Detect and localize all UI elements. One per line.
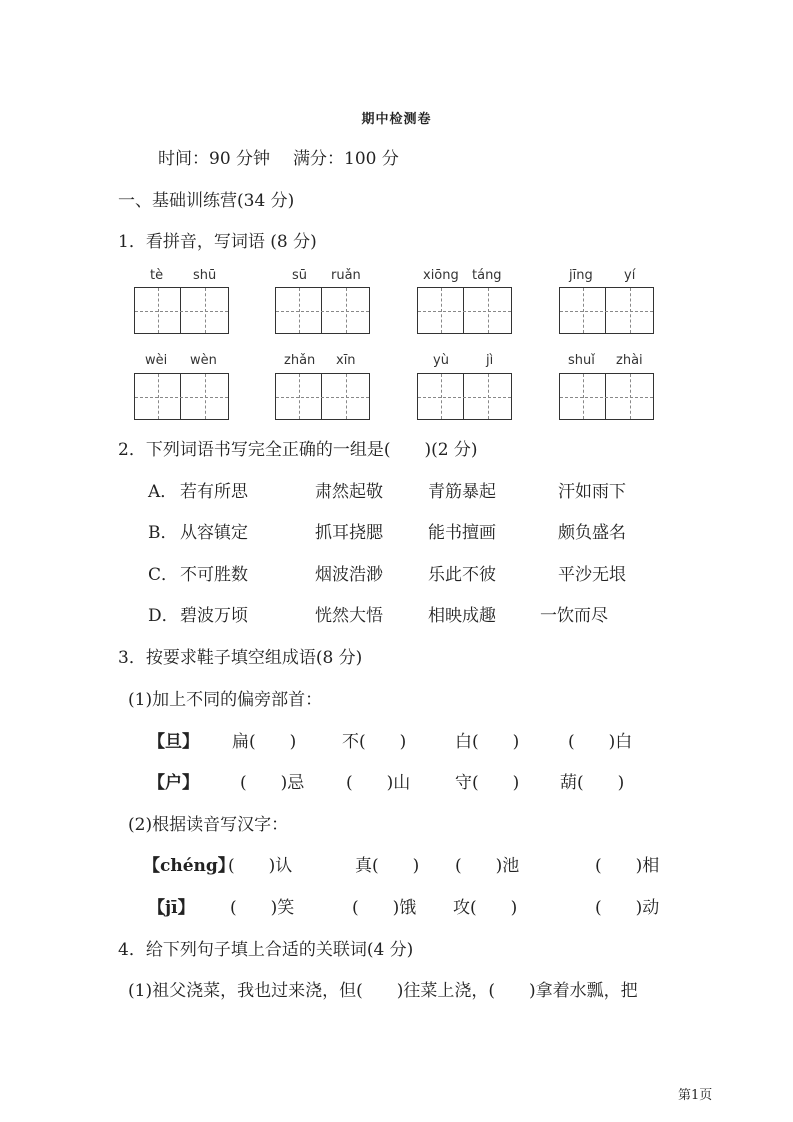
- option-letter: A．: [148, 482, 178, 502]
- fill-blank[interactable]: 不( ): [342, 732, 407, 752]
- pinyin-label: xīn: [336, 353, 356, 368]
- option-letter: D．: [148, 606, 179, 626]
- pinyin-label: xiōng: [423, 268, 459, 283]
- fill-blank[interactable]: ( )白: [568, 732, 633, 752]
- question-1-label: 1．看拼音，写词语 (8 分): [118, 232, 317, 252]
- pinyin-label: zhài: [616, 353, 643, 368]
- section-heading: 一、基础训练营(34 分): [118, 191, 295, 211]
- writing-grid[interactable]: [275, 287, 370, 334]
- radical-key: 【户】: [148, 773, 199, 793]
- writing-grid[interactable]: [559, 373, 654, 420]
- question-4-label: 4．给下列句子填上合适的关联词(4 分): [118, 940, 414, 960]
- pinyin-label: sū: [292, 268, 308, 283]
- fill-blank[interactable]: 守( ): [455, 773, 520, 793]
- option-word: 汗如雨下: [558, 482, 626, 502]
- page-number: 第1页: [678, 1088, 713, 1103]
- fill-blank[interactable]: ( )认: [228, 856, 293, 876]
- option-letter: B．: [148, 523, 178, 543]
- option-word: 若有所思: [180, 482, 248, 502]
- pinyin-label: wèn: [190, 353, 217, 368]
- pinyin-label: yù: [433, 353, 449, 368]
- option-word: 从容镇定: [180, 523, 248, 543]
- question-4-sentence-1: (1)祖父浇菜，我也过来浇，但( )往菜上浇，( )拿着水瓢，把: [128, 981, 638, 1001]
- fill-blank[interactable]: ( )饿: [352, 898, 417, 918]
- pinyin-label: zhǎn: [284, 353, 316, 368]
- fill-blank[interactable]: ( )忌: [240, 773, 305, 793]
- pinyin-label: ruǎn: [331, 268, 361, 283]
- question-2-label: 2．下列词语书写完全正确的一组是( )(2 分): [118, 440, 478, 460]
- pinyin-label: wèi: [145, 353, 168, 368]
- fill-blank[interactable]: ( )笑: [230, 898, 295, 918]
- question-3-part-2-label: (2)根据读音写汉字：: [128, 815, 289, 835]
- writing-grid[interactable]: [417, 287, 512, 334]
- option-word: 碧波万顷: [180, 606, 248, 626]
- fill-blank[interactable]: ( )池: [455, 856, 520, 876]
- option-word: 一饮而尽: [540, 606, 608, 626]
- writing-grid[interactable]: [134, 373, 229, 420]
- fill-blank[interactable]: ( )相: [595, 856, 660, 876]
- exam-full-score: 满分：100 分: [293, 149, 399, 169]
- option-word: 乐此不彼: [428, 565, 496, 585]
- option-word: 恍然大悟: [315, 606, 383, 626]
- pinyin-label: jì: [486, 353, 494, 368]
- writing-grid[interactable]: [417, 373, 512, 420]
- pinyin-label: yí: [624, 268, 636, 283]
- option-letter: C．: [148, 565, 179, 585]
- option-word: 能书擅画: [428, 523, 496, 543]
- fill-blank[interactable]: 白( ): [455, 732, 520, 752]
- fill-blank[interactable]: ( )动: [595, 898, 660, 918]
- option-word: 平沙无垠: [558, 565, 626, 585]
- option-word: 相映成趣: [428, 606, 496, 626]
- option-word: 抓耳挠腮: [315, 523, 383, 543]
- radical-key: 【旦】: [148, 732, 199, 752]
- fill-blank[interactable]: 葫( ): [560, 773, 625, 793]
- pinyin-key: 【jī】: [148, 898, 195, 918]
- pinyin-key: 【chéng】: [143, 856, 235, 876]
- writing-grid[interactable]: [134, 287, 229, 334]
- writing-grid[interactable]: [275, 373, 370, 420]
- exam-time: 时间：90 分钟: [158, 149, 271, 169]
- writing-grid[interactable]: [559, 287, 654, 334]
- pinyin-label: jīng: [569, 268, 593, 283]
- option-word: 青筋暴起: [428, 482, 496, 502]
- option-word: 肃然起敬: [315, 482, 383, 502]
- pinyin-label: tè: [150, 268, 164, 283]
- fill-blank[interactable]: ( )山: [346, 773, 411, 793]
- page-title: 期中检测卷: [361, 112, 432, 127]
- pinyin-label: shuǐ: [568, 353, 595, 368]
- pinyin-label: shū: [193, 268, 217, 283]
- option-word: 颇负盛名: [558, 523, 626, 543]
- fill-blank[interactable]: 真( ): [355, 856, 420, 876]
- question-3-label: 3．按要求鞋子填空组成语(8 分): [118, 648, 363, 668]
- fill-blank[interactable]: 攻( ): [453, 898, 518, 918]
- option-word: 不可胜数: [180, 565, 248, 585]
- fill-blank[interactable]: 扁( ): [232, 732, 297, 752]
- question-3-part-1-label: (1)加上不同的偏旁部首：: [128, 690, 323, 710]
- pinyin-label: táng: [472, 268, 502, 283]
- option-word: 烟波浩渺: [315, 565, 383, 585]
